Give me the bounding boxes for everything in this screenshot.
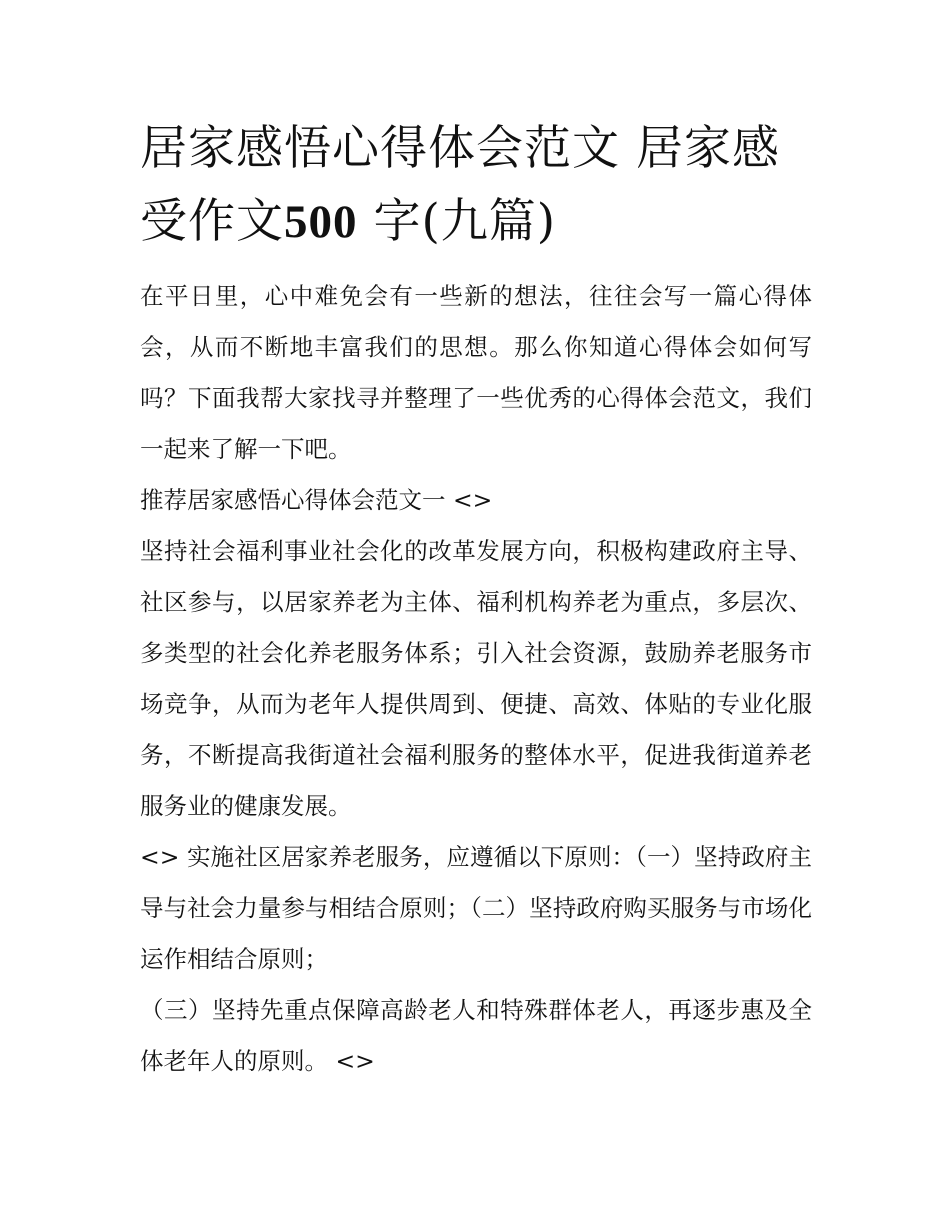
title-text-part2: 字(九篇)	[357, 194, 557, 249]
principles-paragraph: <> 实施社区居家养老服务，应遵循以下原则：（一）坚持政府主导与社会力量参与相结合原则；（二）坚持政府购买服务与市场化运作相结合原则；	[140, 843, 812, 973]
document-page	[140, 112, 812, 1087]
principles-paragraph-continued: （三）坚持先重点保障高龄老人和特殊群体老人，再逐步惠及全体老年人的原则。 <>	[140, 996, 812, 1075]
document-title	[140, 112, 812, 259]
title-text-part1: 居家感悟心得体会范文 居家感受作文	[140, 121, 780, 249]
intro-paragraph: 在平日里，心中难免会有一些新的想法，往往会写一篇心得体会，从而不断地丰富我们的思想。那么你知道心得体会如何写吗？下面我帮大家找寻并整理了一些优秀的心得体会范文，我们一起来了解一下吧。	[140, 282, 812, 463]
body-paragraph: 坚持社会福利事业社会化的改革发展方向，积极构建政府主导、社区参与，以居家养老为主体、福利机构养老为重点，多层次、多类型的社会化养老服务体系；引入社会资源，鼓励养老服务市场竞争，从而为老年人提供周到、便捷、高效、体贴的专业化服务，不断提高我街道社会福利服务的整体水平，促进我街道养老服务业的健康发展。	[140, 537, 812, 820]
section-heading: 推荐居家感悟心得体会范文一 <>	[140, 486, 493, 514]
title-number: 500	[284, 196, 358, 248]
